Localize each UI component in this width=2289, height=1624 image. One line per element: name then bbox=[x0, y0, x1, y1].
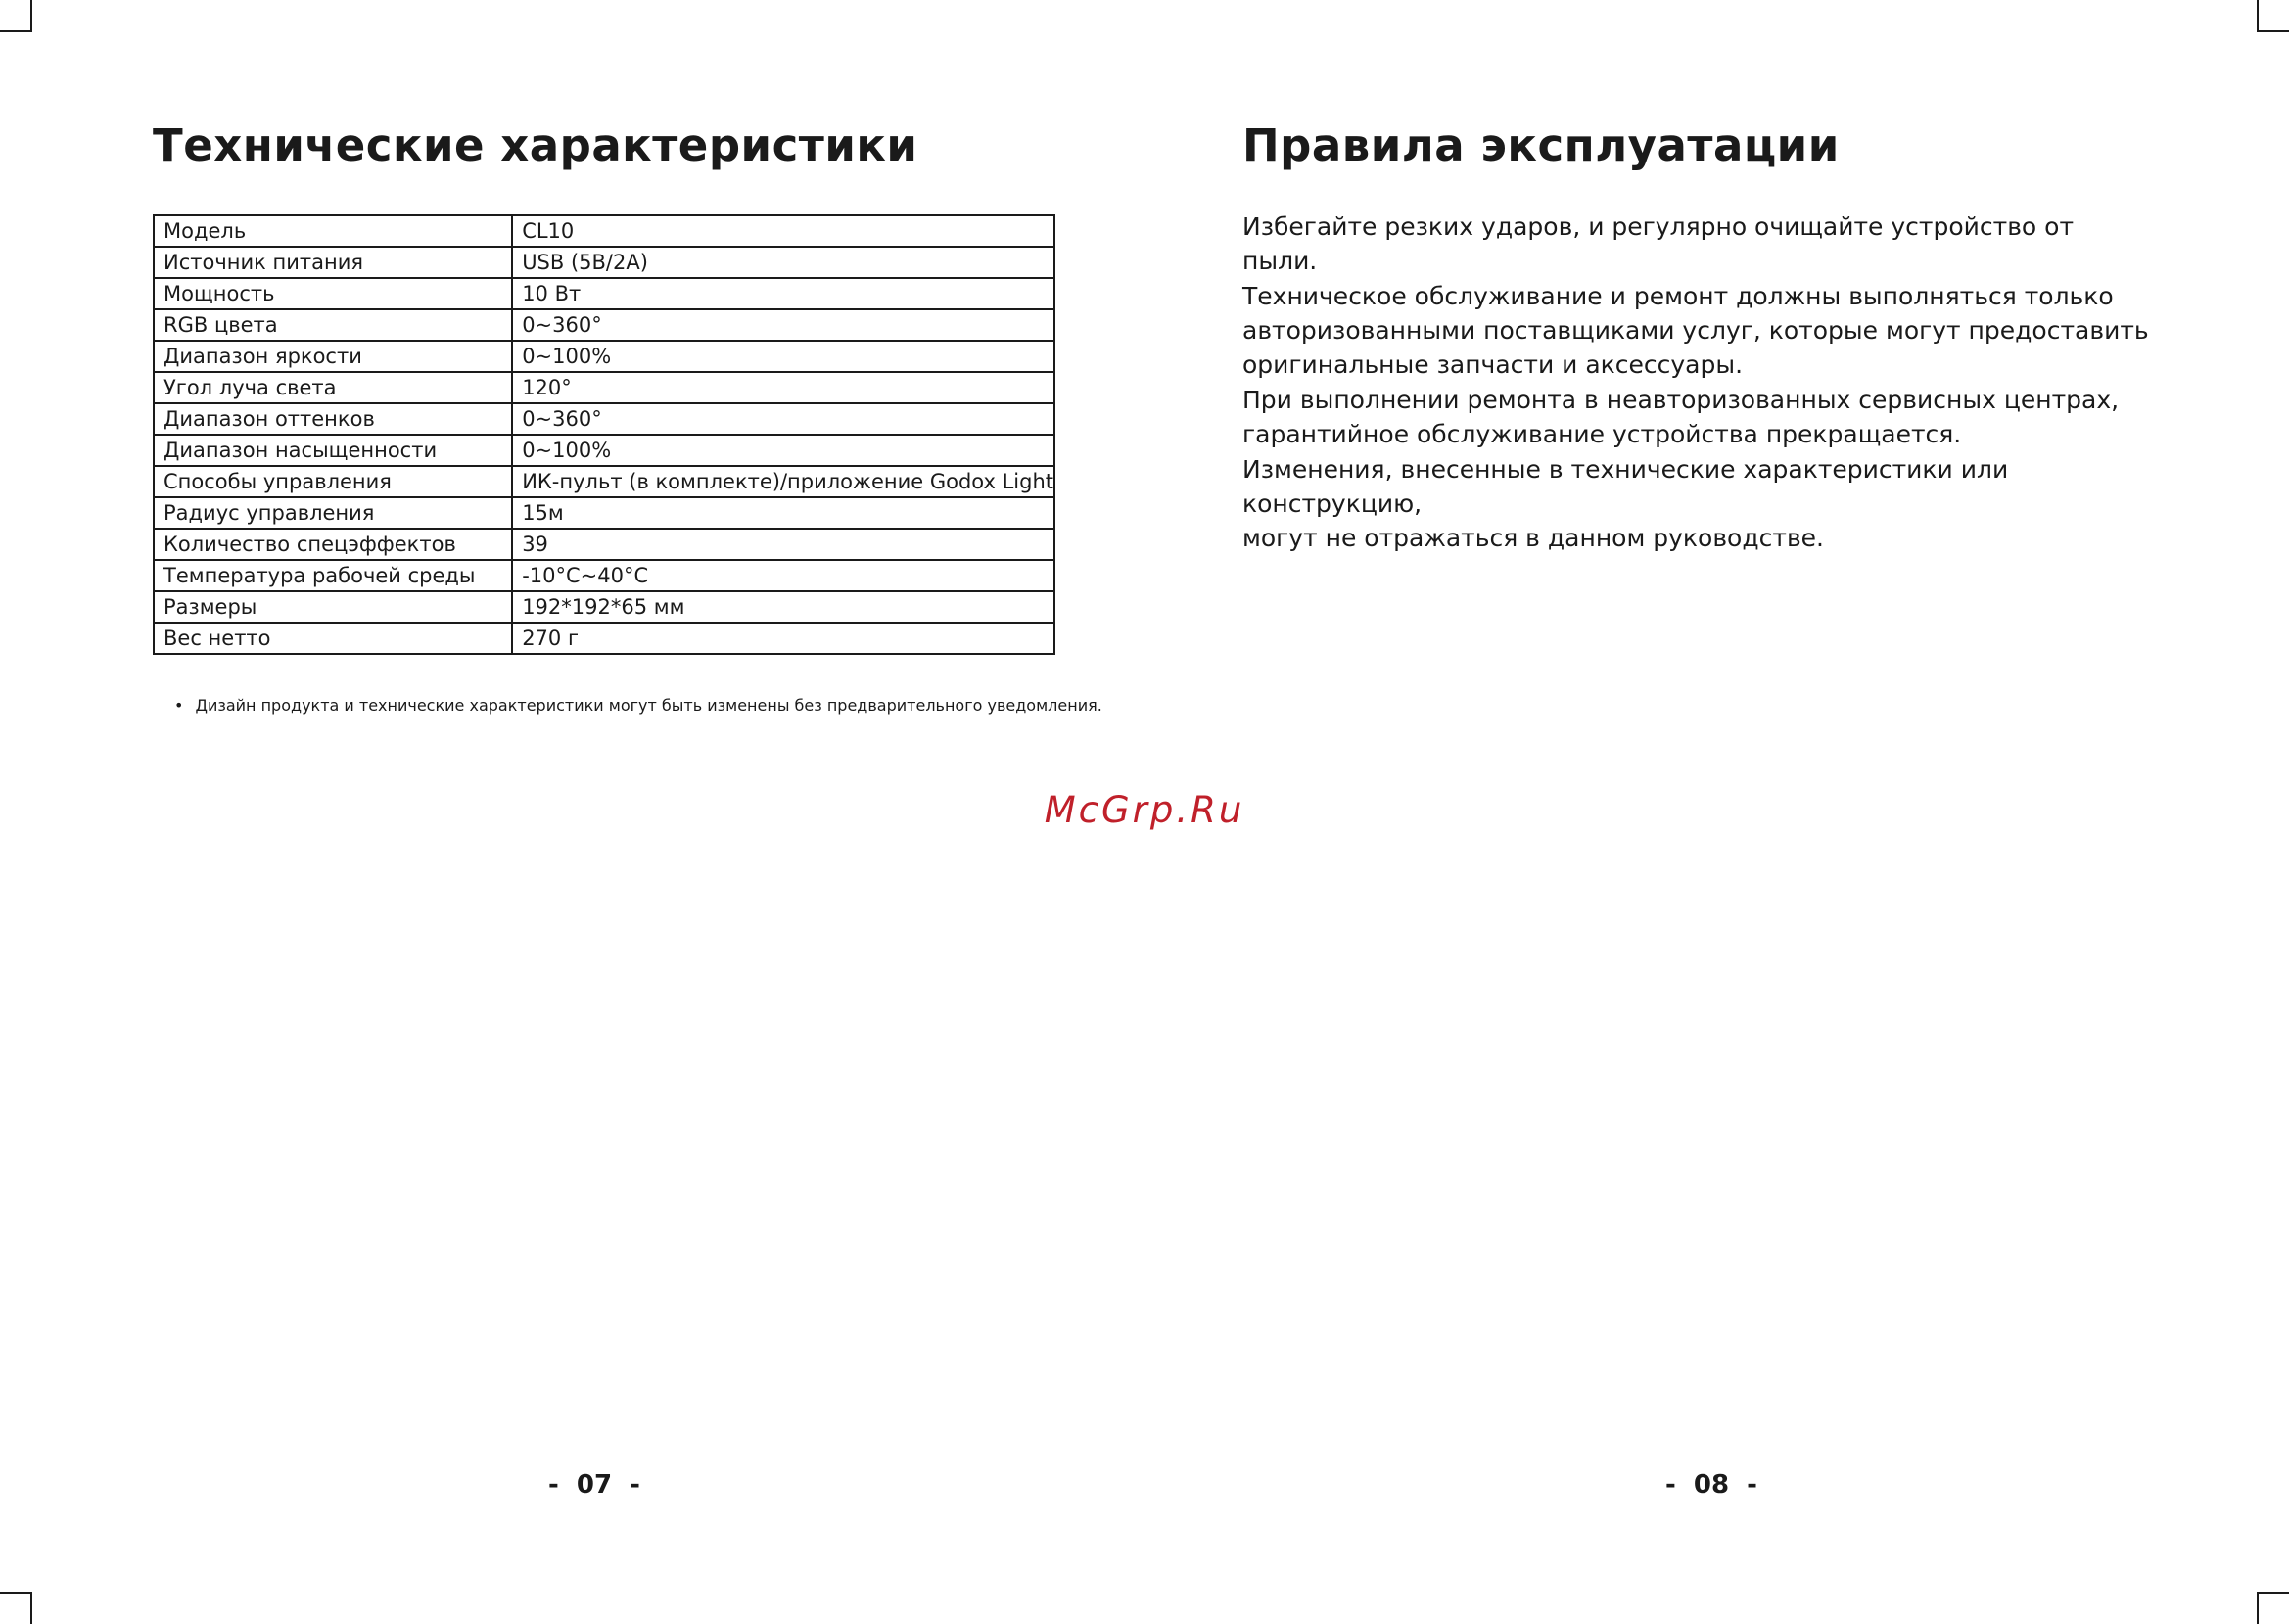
spec-value: 192*192*65 мм bbox=[512, 591, 1054, 623]
spec-value: 0~360° bbox=[512, 309, 1054, 341]
disclaimer-text: Дизайн продукта и технические характеристики могут быть изменены без предварительного уведомления. bbox=[195, 696, 1102, 715]
spec-row bbox=[154, 466, 1054, 497]
spec-value: CL10 bbox=[512, 215, 1054, 247]
specs-table bbox=[153, 214, 1055, 655]
spec-label: Диапазон оттенков bbox=[154, 403, 512, 435]
spec-row bbox=[154, 372, 1054, 403]
crop-mark-top-right-h bbox=[2257, 30, 2289, 32]
spec-row bbox=[154, 560, 1054, 591]
spec-label: Размеры bbox=[154, 591, 512, 623]
spec-row bbox=[154, 278, 1054, 309]
spec-label: Количество спецэффектов bbox=[154, 529, 512, 560]
spec-value: 0~100% bbox=[512, 435, 1054, 466]
spec-label: Источник питания bbox=[154, 247, 512, 278]
crop-mark-bottom-left-v bbox=[30, 1594, 32, 1624]
rule-paragraph: Избегайте резких ударов, и регулярно очищайте устройство от пыли. bbox=[1242, 212, 2075, 275]
spec-value: USB (5В/2А) bbox=[512, 247, 1054, 278]
crop-mark-top-left-v bbox=[30, 0, 32, 30]
crop-mark-bottom-right-v bbox=[2257, 1594, 2259, 1624]
spec-value: 0~360° bbox=[512, 403, 1054, 435]
spec-value: 0~100% bbox=[512, 341, 1054, 372]
bullet-icon: • bbox=[174, 696, 184, 715]
spec-value: 39 bbox=[512, 529, 1054, 560]
spec-label: Модель bbox=[154, 215, 512, 247]
page-number-left: - 07 - bbox=[548, 1470, 640, 1500]
spec-label: RGB цвета bbox=[154, 309, 512, 341]
spec-value: -10°C~40°C bbox=[512, 560, 1054, 591]
operation-rules-title: Правила эксплуатации bbox=[1242, 119, 1840, 171]
rule-paragraph: При выполнении ремонта в неавторизованных сервисных центрах, гарантийное обслуживание устройства прекращается. bbox=[1242, 386, 2120, 448]
crop-mark-top-left-h bbox=[0, 30, 32, 32]
spec-row bbox=[154, 497, 1054, 529]
operation-rules-text bbox=[1242, 209, 2153, 556]
spec-value: 120° bbox=[512, 372, 1054, 403]
spec-row bbox=[154, 215, 1054, 247]
spec-label: Способы управления bbox=[154, 466, 512, 497]
spec-row bbox=[154, 529, 1054, 560]
watermark: McGrp.Ru bbox=[1044, 789, 1245, 831]
crop-mark-bottom-left-h bbox=[0, 1592, 32, 1594]
spec-row bbox=[154, 247, 1054, 278]
crop-mark-bottom-right-h bbox=[2257, 1592, 2289, 1594]
spec-value: ИК-пульт (в комплекте)/приложение Godox Light bbox=[512, 466, 1054, 497]
spec-label: Диапазон насыщенности bbox=[154, 435, 512, 466]
spec-label: Мощность bbox=[154, 278, 512, 309]
spec-row bbox=[154, 623, 1054, 654]
spec-label: Диапазон яркости bbox=[154, 341, 512, 372]
spec-row bbox=[154, 403, 1054, 435]
disclaimer-note bbox=[174, 696, 1102, 715]
spec-value: 270 г bbox=[512, 623, 1054, 654]
spec-label: Температура рабочей среды bbox=[154, 560, 512, 591]
spec-row bbox=[154, 435, 1054, 466]
spec-row bbox=[154, 591, 1054, 623]
rule-paragraph: Изменения, внесенные в технические характеристики или конструкцию, могут не отражаться в данном руководстве. bbox=[1242, 455, 2009, 552]
spec-value: 15м bbox=[512, 497, 1054, 529]
spec-label: Радиус управления bbox=[154, 497, 512, 529]
spec-row bbox=[154, 309, 1054, 341]
rule-paragraph: Техническое обслуживание и ремонт должны выполняться только авторизованными поставщиками услуг, которые могут предоставить оригинальные запчасти и аксессуары. bbox=[1242, 282, 2149, 379]
page-number-right: - 08 - bbox=[1665, 1470, 1757, 1500]
spec-row bbox=[154, 341, 1054, 372]
crop-mark-top-right-v bbox=[2257, 0, 2259, 30]
spec-value: 10 Вт bbox=[512, 278, 1054, 309]
spec-label: Угол луча света bbox=[154, 372, 512, 403]
spec-label: Вес нетто bbox=[154, 623, 512, 654]
specs-title: Технические характеристики bbox=[153, 119, 918, 171]
